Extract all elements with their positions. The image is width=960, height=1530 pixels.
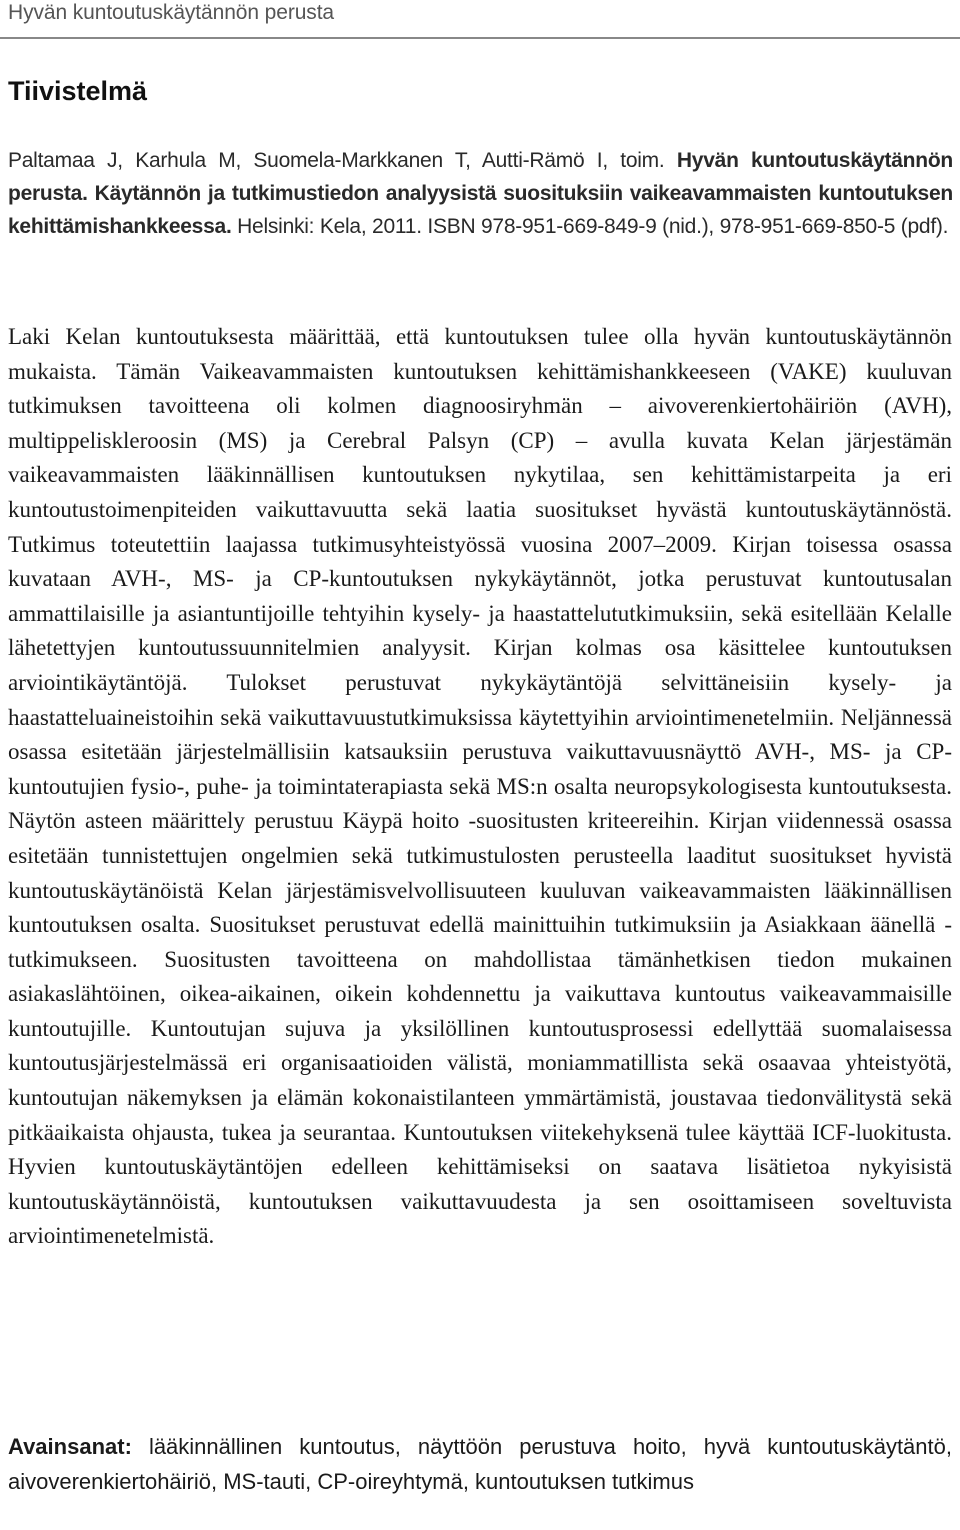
citation-authors: Paltamaa J, Karhula M, Suomela-Markkanen T, Autti-Rämö I, toim. <box>8 149 665 172</box>
abstract-body: Laki Kelan kuntoutuksesta määrittää, että kuntoutuksen tulee olla hyvän kuntoutuskäytännön mukaista. Tämän Vaikeavammaisten kuntoutuksen kehittämishankkeeseen (VAKE) kuuluvan tutkimuksen tavoitteena oli kolmen diagnoosiryhmän – aivoverenkiertohäiriön (AVH), multippeliskleroosin (MS) ja Cerebral Palsyn (CP) – avulla kuvata Kelan järjestämän vaikeavammaisten lääkinnällisen kuntoutuksen nykytilaa, sen kehittämistarpeita ja eri kuntoutustoimenpiteiden vaikuttavuutta sekä laatia suositukset hyvästä kuntoutuskäytännöstä. Tutkimus toteutettiin laajassa tutkimusyhteistyössä vuosina 2007–2009. Kirjan toisessa osassa kuvataan AVH-, MS- ja CP-kuntoutuksen nykykäytännöt, jotka perustuvat kuntoutusalan ammattilaisille ja asiantuntijoille tehtyihin kysely- ja haastattelututkimuksiin, sekä esitellään Kelalle lähetettyjen kuntoutussuunnitelmien analyysit. Kirjan kolmas osa käsittelee kuntoutuksen arviointikäytäntöjä. Tulokset perustuvat nykykäytäntöjä selvittäneisiin kysely- ja haastatteluaineistoihin sekä vaikuttavuustutkimuksissa käytettyihin arviointimenetelmiin. Neljännessä osassa esitetään järjestelmällisiin katsauksiin perustuva vaikuttavuusnäyttö AVH-, MS- ja CP-kuntoutujien fysio-, puhe- ja toimintaterapiasta sekä MS:n osalta neuropsykologisesta kuntoutuksesta. Näytön asteen määrittely perustuu Käypä hoito -suositusten kriteereihin. Kirjan viidennessä osassa esitetään tunnistettujen ongelmien sekä tutkimustulosten perusteella laaditut suositukset hyvistä kuntoutuskäytänöistä Kelan järjestämisvelvollisuuteen kuuluvan vaikeavammaisten lääkinnällisen kuntoutuksen osalta. Suositukset perustuvat edellä mainittuihin tutkimuksiin ja Asiakkaan äänellä -tutkimukseen. Suositusten tavoitteena on mahdollistaa tämänhetkisen tiedon mukainen asiakaslähtöinen, oikea-aikainen, oikein kohdennettu ja vaikuttava kuntoutus vaikeavammaisille kuntoutujille. Kuntoutujan sujuva ja yksilöllinen kuntoutusprosessi edellyttää suomalaisessa kuntoutusjärjestelmässä eri organisaatioiden välistä, moniammatillista sekä osaavaa yhteistyötä, kuntoutujan näkemyksen ja elämän kokonaistilanteen ymmärtämistä, joustavaa tiedonvälitystä sekä pitkäaikaista ohjausta, tukea ja seurantaa. Kuntoutuksen viitekehyksenä tulee käyttää ICF-luokitusta. Hyvien kuntoutuskäytäntöjen edelleen kehittämiseksi on saatava lisätietoa nykyisistä kuntoutuskäytännöistä, kuntoutuksen vaikuttavuudesta ja sen osoittamiseen soveltuvista arviointimenetelmistä. <box>8 324 952 1249</box>
citation-publisher: Helsinki: Kela, 2011. ISBN 978-951-669-849-9 (nid.), 978-951-669-850-5 (pdf). <box>237 215 949 239</box>
citation <box>8 144 953 244</box>
header-divider <box>0 37 960 39</box>
section-title: Tiivistelmä <box>8 76 148 106</box>
keywords-text: lääkinnällinen kuntoutus, näyttöön perustuva hoito, hyvä kuntoutuskäytäntö, aivoverenkiertohäiriö, MS-tauti, CP-oireyhtymä, kuntoutuksen tutkimus <box>8 1434 952 1494</box>
running-header: Hyvän kuntoutuskäytännön perusta <box>8 1 335 24</box>
citation-book-title: Hyvän kuntoutuskäytännön perusta. Käytännön ja tutkimustiedon analyysistä suosituksiin vaikeavammaisten kuntoutuksen kehittämishankkeessa. <box>8 149 953 239</box>
keywords-label: Avainsanat: <box>8 1434 132 1459</box>
keywords <box>8 1430 952 1499</box>
